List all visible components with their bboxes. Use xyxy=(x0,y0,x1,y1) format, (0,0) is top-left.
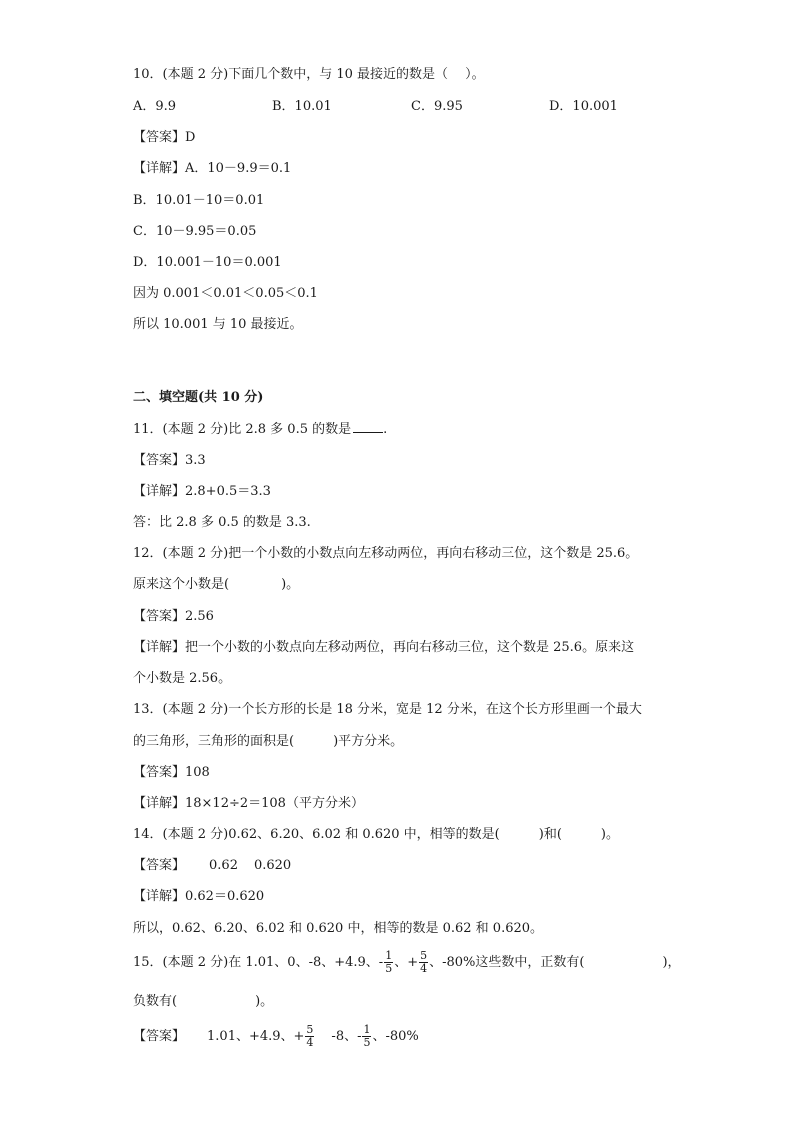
q10-detail-4: D．10.001－10＝0.001 xyxy=(133,255,282,270)
q10-question: 10．(本题 2 分)下面几个数中，与 10 最接近的数是（ ）。 xyxy=(133,67,485,82)
q10-option-c: C．9.95 xyxy=(411,99,463,114)
q15-answer-post: 、-80% xyxy=(372,1029,419,1044)
q15-question-pre: 15．(本题 2 分)在 1.01、0、-8、+4.9、- xyxy=(133,955,384,970)
q15-answer-fraction-1-den: 4 xyxy=(306,1036,314,1049)
q15-fraction-2 xyxy=(419,950,428,975)
q15-question-line2: 负数有( )。 xyxy=(133,994,274,1009)
q13-question-line2: 的三角形，三角形的面积是( )平方分米。 xyxy=(133,734,404,749)
q12-detail-line1: 【详解】把一个小数的小数点向左移动两位，再向右移动三位，这个数是 25.6。原来这 xyxy=(133,640,635,655)
q15-answer-mid: -8、- xyxy=(331,1029,362,1044)
q14-answer-value-2: 0.620 xyxy=(253,858,292,873)
q12-question-line2: 原来这个小数是( )。 xyxy=(133,577,300,592)
q14-answer-label: 【答案】 xyxy=(133,858,186,873)
q11-reply: 答：比 2.8 多 0.5 的数是 3.3. xyxy=(133,515,311,530)
q15-answer-fraction-2-den: 5 xyxy=(363,1036,371,1049)
q15-question-post: 、-80%这些数中，正数有( )， xyxy=(429,955,681,970)
q11-answer: 【答案】3.3 xyxy=(133,453,206,468)
q15-answer xyxy=(133,1024,419,1050)
q15-answer-fraction-1-num: 5 xyxy=(306,1023,314,1036)
q15-answer-pre: 1.01、+4.9、+ xyxy=(207,1029,305,1044)
section-title: 二、填空题(共 10 分) xyxy=(133,390,264,405)
q14-answer xyxy=(133,857,291,875)
q15-answer-fraction-2-num: 1 xyxy=(363,1023,371,1036)
q11-question-text: 11．(本题 2 分)比 2.8 多 0.5 的数是 xyxy=(133,422,352,437)
q15-answer-fraction-1 xyxy=(305,1024,314,1049)
q10-detail-1: 【详解】A．10－9.9＝0.1 xyxy=(133,161,292,176)
q15-fraction-1-den: 5 xyxy=(385,962,393,975)
q12-question-line1: 12．(本题 2 分)把一个小数的小数点向左移动两位，再向右移动三位，这个数是 25.6。 xyxy=(133,546,639,561)
q13-detail: 【详解】18×12÷2＝108（平方分米） xyxy=(133,796,364,811)
q15-fraction-2-den: 4 xyxy=(420,962,428,975)
q12-answer: 【答案】2.56 xyxy=(133,609,214,624)
q10-option-b: B．10.01 xyxy=(272,99,332,114)
q14-answer-value-1: 0.62 xyxy=(209,858,238,873)
q10-detail-3: C．10－9.95＝0.05 xyxy=(133,224,257,239)
q10-detail-6: 所以 10.001 与 10 最接近。 xyxy=(133,317,303,332)
q15-question-line1 xyxy=(133,950,681,976)
q13-question-line1: 13．(本题 2 分)一个长方形的长是 18 分米，宽是 12 分米，在这个长方形里画一个最大 xyxy=(133,702,642,717)
q11-blank xyxy=(353,420,383,433)
q10-option-a: A．9.9 xyxy=(133,99,177,114)
q15-answer-fraction-2 xyxy=(362,1024,371,1049)
q10-detail-2: B．10.01－10＝0.01 xyxy=(133,193,265,208)
q13-answer: 【答案】108 xyxy=(133,765,210,780)
q10-detail-5: 因为 0.001＜0.01＜0.05＜0.1 xyxy=(133,286,318,301)
q10-answer: 【答案】D xyxy=(133,130,196,145)
q15-answer-label: 【答案】 xyxy=(133,1029,186,1044)
q11-question xyxy=(133,420,387,439)
q14-conclusion: 所以，0.62、6.20、6.02 和 0.620 中，相等的数是 0.62 和 0.620。 xyxy=(133,921,544,936)
q15-fraction-2-num: 5 xyxy=(420,949,428,962)
q15-question-mid: 、+ xyxy=(394,955,419,970)
q14-question: 14．(本题 2 分)0.62、6.20、6.02 和 0.620 中，相等的数是( )和( )。 xyxy=(133,827,619,842)
q15-fraction-1-num: 1 xyxy=(385,949,393,962)
q14-detail: 【详解】0.62＝0.620 xyxy=(133,889,265,904)
q11-detail: 【详解】2.8+0.5＝3.3 xyxy=(133,484,271,499)
q12-detail-line2: 个小数是 2.56。 xyxy=(133,671,232,686)
q15-fraction-1 xyxy=(384,950,393,975)
q11-question-end: . xyxy=(383,422,388,437)
q10-option-d: D．10.001 xyxy=(549,99,618,114)
